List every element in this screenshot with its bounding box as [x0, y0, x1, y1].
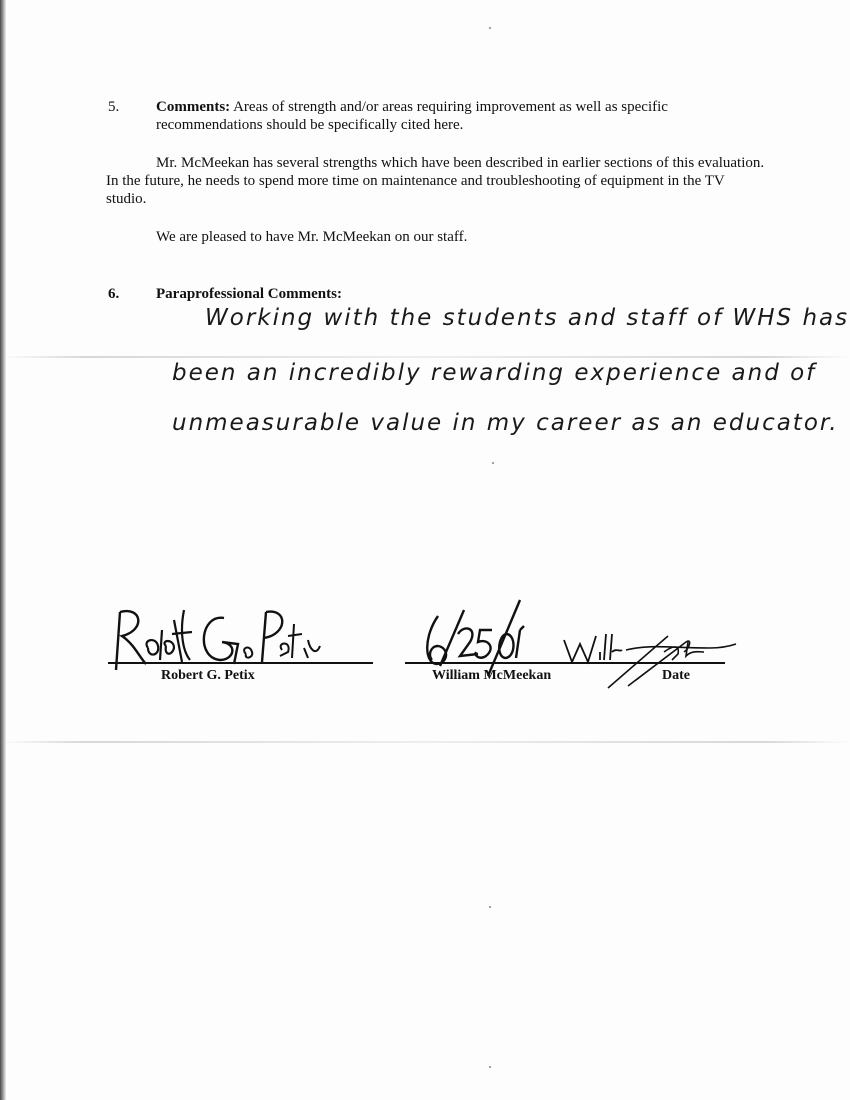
- fold-line: [0, 741, 850, 743]
- section-5-intro: Areas of strength and/or areas requiring improvement as well as specific recommendations should be specifically cited here.: [156, 99, 668, 133]
- fold-line: [0, 356, 850, 358]
- scan-speck: [492, 462, 494, 464]
- scan-speck: [489, 27, 491, 29]
- employee-signature: [560, 622, 745, 694]
- section-6-number: 6.: [108, 286, 120, 302]
- evaluator-signature: [112, 600, 322, 675]
- employee-signature-line: [405, 662, 725, 664]
- section-5-paragraph-2: We are pleased to have Mr. McMeekan on our staff.: [156, 229, 468, 245]
- scan-edge: [0, 0, 6, 1100]
- date-label: Date: [662, 668, 690, 683]
- evaluator-name-label: Robert G. Petix: [161, 668, 255, 683]
- employee-name-label: William McMeekan: [432, 668, 552, 683]
- evaluator-signature-line: [108, 662, 373, 664]
- section-5-number: 5.: [108, 99, 120, 115]
- section-6-title: Paraprofessional Comments:: [156, 286, 342, 302]
- section-5-heading: [156, 98, 756, 134]
- scan-speck: [489, 1066, 491, 1068]
- section-5-paragraph-1: Mr. McMeekan has several strengths which have been described in earlier sections of this evaluation. In the future, he needs to spend more time on maintenance and troubleshooting of equipment in the TV studio.: [106, 155, 765, 207]
- handwritten-comment-line-1: Working with the students and staff of WHS has: [205, 305, 850, 331]
- section-5-title: Comments:: [156, 99, 231, 115]
- handwritten-comment-line-3: unmeasurable value in my career as an educator.: [172, 410, 839, 436]
- handwritten-comment-line-2: been an incredibly rewarding experience and of: [172, 360, 817, 386]
- scan-speck: [489, 906, 491, 908]
